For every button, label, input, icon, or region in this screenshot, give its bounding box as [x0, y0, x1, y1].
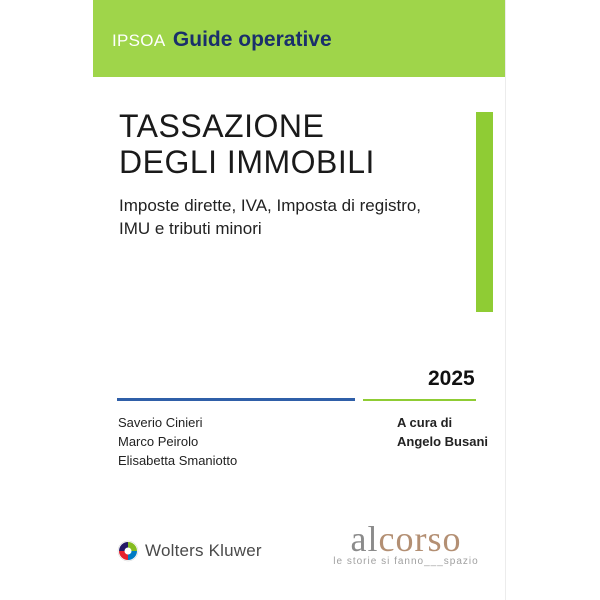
green-accent-bar: [476, 112, 493, 312]
wolters-kluwer-logo-icon: [117, 540, 139, 562]
cover-right-edge: [505, 0, 506, 600]
editor-label: A cura di: [397, 415, 453, 430]
editor-credit: [397, 413, 488, 451]
publisher-logo: [117, 540, 262, 562]
watermark-brand: [326, 520, 486, 558]
author-name: Saverio Cinieri: [118, 415, 203, 430]
book-title: [119, 108, 375, 180]
title-line-2: DEGLI IMMOBILI: [119, 144, 375, 180]
series-band: [93, 0, 505, 77]
watermark-tagline: le storie si fanno___spazio: [333, 556, 479, 567]
author-list: [118, 413, 237, 470]
book-subtitle: [119, 194, 421, 240]
author-name: Marco Peirolo: [118, 434, 199, 449]
title-line-1: TASSAZIONE: [119, 108, 325, 144]
logo-wordmark: Wolters Kluwer: [145, 541, 262, 560]
series-label: [112, 28, 332, 52]
watermark-brand-part1: al: [350, 519, 379, 559]
store-watermark: [326, 520, 486, 567]
watermark-brand-part2: corso: [378, 519, 462, 559]
subtitle-line-2: IMU e tributi minori: [119, 219, 262, 238]
blue-divider: [117, 398, 355, 401]
green-divider: [363, 399, 476, 401]
editor-name: Angelo Busani: [397, 434, 489, 449]
book-cover: [93, 0, 505, 600]
author-name: Elisabetta Smaniotto: [118, 453, 238, 468]
subtitle-line-1: Imposte dirette, IVA, Imposta di registro,: [119, 196, 422, 215]
edition-year: 2025: [428, 367, 475, 390]
publisher-name: IPSOA: [112, 31, 166, 50]
series-name: Guide operative: [172, 28, 332, 51]
